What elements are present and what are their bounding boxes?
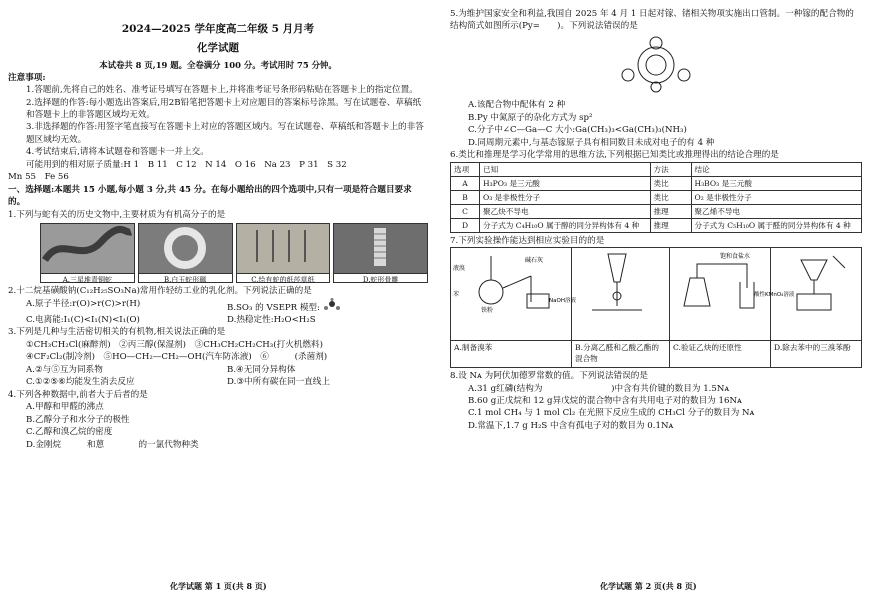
q7-label-a: A.制备溴苯 [451, 341, 572, 368]
table-cell: 聚乙烯不导电 [691, 204, 862, 218]
q4-option-b: B.乙醇分子和水分子的极性 [26, 414, 130, 425]
table-header: 方法 [650, 162, 691, 176]
note-item: 3.非选择题的作答:用签字笔直接写在答题卡上对应的答题区域内。写在试题卷、草稿纸和答题卡上的非答题区域均无效。 [26, 122, 424, 145]
apparatus-label: 碱石灰 [525, 257, 544, 265]
q3-line-2: ④CF₂Cl₂(制冷剂) ⑤HO—CH₂—CH₂—OH(汽车防冻液) ⑥ (杀菌剂) [26, 352, 328, 363]
q5-option-c: C.分子中∠C—Ga—C 大小:Ga(CH₃)₃<Ga(CH₃)₃(NH₃) [468, 125, 687, 136]
table-cell: H₃PO₃ 是三元酸 [480, 176, 651, 190]
left-column [8, 8, 428, 451]
q3-option-d: D.③中所有碳在同一直线上 [227, 377, 330, 388]
table-header: 已知 [480, 162, 651, 176]
q7-stem: 7.下列实验操作能达到相应实验目的的是 [450, 235, 605, 246]
table-cell: A [451, 176, 480, 190]
apparatus-label: 苯 [453, 291, 460, 299]
table-cell: 聚乙炔不导电 [480, 204, 651, 218]
subject-title: 化学试题 [197, 42, 239, 55]
q2-option-d: D.热稳定性:H₂O<H₂S [227, 314, 316, 325]
q1-caption-c: C.绘有蛇的纸莎草纸 [237, 273, 330, 286]
q4-stem: 4.下列各种数据中,前者大于后者的是 [8, 389, 148, 400]
vsepr-model-icon [323, 298, 341, 310]
q2-option-b: B.SO₃ 的 VSEPR 模型: [227, 298, 428, 314]
exam-info: 本试卷共 8 页,19 题。全卷满分 100 分。考试用时 75 分钟。 [99, 60, 337, 71]
acetylene-apparatus-icon [670, 248, 795, 314]
q1-caption-d: D.蛇形骨雕 [334, 273, 427, 286]
table-cell: H₃BO₃ 是三元酸 [691, 176, 862, 190]
table-row [451, 341, 862, 368]
q5-stem: 5.为维护国家安全和利益,我国自 2025 年 4 月 1 日起对镓、锗相关物项实施出口管制。一种镓的配合物的结构简式如图所示(Py= )。下列说法错误的是 [450, 9, 854, 32]
q1-caption-b: B.白玉蛇形珮 [139, 273, 232, 286]
right-column [450, 8, 862, 432]
filtration-apparatus-icon [771, 248, 861, 314]
apparatus-c [670, 248, 795, 341]
q3-line-1: ①CH₃CH₂Cl(麻醉剂) ②丙三醇(保湿剂) ③CH₃CH₂CH₂CH₃(打火机燃料) [26, 339, 323, 350]
table-cell: O₂ 是非极性分子 [691, 190, 862, 204]
q3-options [8, 364, 428, 389]
q5-option-d: D.同周期元素中,与基态镓原子具有相同数目未成对电子的有 4 种 [468, 137, 715, 148]
note-item: 2.选择题的作答:每小题选出答案后,用2B铅笔把答题卡上对应题目的答案标号涂黑。写在试题卷、草稿纸和答题卡上的非答题区域均无效。 [26, 97, 422, 120]
q8-option-b: B.60 g正戊烷和 12 g异戊烷的混合物中含有共用电子对的数目为 16Nᴀ [468, 395, 742, 406]
jade-snake-image [139, 224, 232, 272]
apparatus-a [451, 248, 576, 341]
apparatus-b [572, 248, 670, 341]
q5-option-a: A.该配合物中配体有 2 种 [468, 100, 566, 111]
table-row [451, 204, 862, 218]
footer-left: 化学试题 第 1 页(共 8 页) [170, 581, 267, 592]
table-cell: 分子式为 C₅H₁₀O 属于醛的同分异构体有 4 种 [691, 218, 862, 232]
q8-option-a: A.31 g红磷(结构为 )中含有共价键的数目为 1.5Nᴀ [468, 383, 730, 394]
table-header-row [451, 162, 862, 176]
table-row [451, 176, 862, 190]
q8-option-d: D.常温下,1.7 g H₂S 中含有孤电子对的数目为 0.1Nᴀ [468, 420, 674, 431]
q3-option-a: A.②与⑤互为同系物 [26, 364, 103, 375]
apparatus-label: 酸性KMnO₄溶液 [754, 292, 795, 299]
q3-option-c: C.①②⑤⑥均能发生消去反应 [26, 377, 135, 388]
exam-title: 2024—2025 学年度高二年级 5 月月考 [121, 23, 315, 35]
apparatus-d [771, 248, 862, 341]
q8-stem: 8.设 Nᴀ 为阿伏加德罗常数的值。下列说法错误的是 [450, 371, 648, 382]
q4-option-c: C.乙醇和溴乙烷的密度 [26, 427, 113, 438]
q1-stem: 1.下列与蛇有关的历史文物中,主要材质为有机高分子的是 [8, 209, 226, 220]
table-cell: 推理 [650, 218, 691, 232]
section-1-heading: 一、选择题:本题共 15 小题,每小题 3 分,共 45 分。在每小题给出的四个选项中,只有一项是符合题目要求的。 [8, 184, 412, 208]
table-row [451, 248, 862, 341]
q7-table [450, 247, 862, 368]
table-cell: O₃ 是非极性分子 [480, 190, 651, 204]
q7-label-b: B.分离乙醛和乙酸乙酯的混合物 [572, 341, 670, 368]
table-row [451, 190, 862, 204]
q8-option-c: C.1 mol CH₄ 与 1 mol Cl₂ 在光照下反应生成的 CH₃Cl 分子的数目为 Nᴀ [468, 408, 755, 419]
q7-label-c: C.验证乙炔的还原性 [670, 341, 771, 368]
table-cell: 分子式为 C₄H₁₀O 属于醇的同分异构体有 4 种 [480, 218, 651, 232]
q3-stem: 3.下列是几种与生活密切相关的有机物,相关说法正确的是 [8, 327, 226, 338]
q5-option-b: B.Py 中氮原子的杂化方式为 sp² [468, 112, 593, 123]
table-cell: 类比 [650, 176, 691, 190]
note-item: 1.答题前,先将自己的姓名、准考证号填写在答题卡上,并将准考证号条形码粘贴在答题卡上的指定位置。 [26, 85, 418, 96]
q2-option-a: A.原子半径:r(O)>r(C)>r(H) [26, 298, 141, 309]
note-item: 4.考试结束后,请将本试题卷和答题卡一并上交。 [26, 147, 209, 158]
table-row [451, 218, 862, 232]
table-cell: B [451, 190, 480, 204]
atomic-mass-line: 可能用到的相对原子质量:H 1 B 11 C 12 N 14 O 16 Na 23 P 31 S 32 [26, 159, 347, 170]
table-cell: 推理 [650, 204, 691, 218]
q2-stem: 2.十二烷基磺酸钠(C₁₂H₂₅SO₃Na)常用作轻纺工业的乳化剂。下列说法正确的是 [8, 286, 312, 297]
apparatus-label: 液溴 [453, 265, 466, 273]
q4-option-d: D.金刚烷 和蒽 的一氯代物种类 [26, 439, 199, 450]
separating-funnel-icon [572, 248, 662, 314]
q1-figure-d [333, 223, 428, 283]
q2-option-c: C.电离能:I₁(C)<I₁(N)<I₁(O) [26, 314, 140, 325]
apparatus-label: 饱和食盐水 [720, 253, 751, 261]
bronze-snake-image [41, 224, 134, 272]
q1-figures [40, 223, 428, 283]
table-header: 选项 [451, 162, 480, 176]
apparatus-label: NaOH溶液 [549, 298, 576, 305]
footer-right: 化学试题 第 2 页(共 8 页) [600, 581, 697, 592]
notes-heading: 注意事项: [8, 72, 46, 83]
q2-options [8, 298, 428, 327]
q1-caption-a: A.三星堆青铜蛇 [41, 273, 134, 286]
q1-figure-b [138, 223, 233, 283]
table-header: 结论 [691, 162, 862, 176]
atomic-mass-line: Mn 55 Fe 56 [8, 172, 69, 183]
apparatus-label: 铁粉 [481, 307, 494, 315]
papyrus-image [237, 224, 330, 272]
q6-table [450, 162, 862, 233]
bromobenzene-apparatus-icon [451, 248, 576, 315]
table-cell: C [451, 204, 480, 218]
bone-carving-image [334, 224, 427, 272]
gallium-complex-structure [450, 35, 862, 97]
table-cell: D [451, 218, 480, 232]
q1-figure-c [236, 223, 331, 283]
q7-label-d: D.除去苯中的三溴苯酚 [771, 341, 862, 368]
q3-option-b: B.④无同分异构体 [227, 364, 296, 375]
q6-stem: 6.类比和推理是学习化学常用的思维方法,下列根据已知类比或推理得出的结论合理的是 [450, 150, 779, 161]
porphyrin-structure-icon [608, 35, 704, 93]
q1-figure-a [40, 223, 135, 283]
q4-option-a: A.甲醇和甲醛的沸点 [26, 402, 104, 413]
table-cell: 类比 [650, 190, 691, 204]
